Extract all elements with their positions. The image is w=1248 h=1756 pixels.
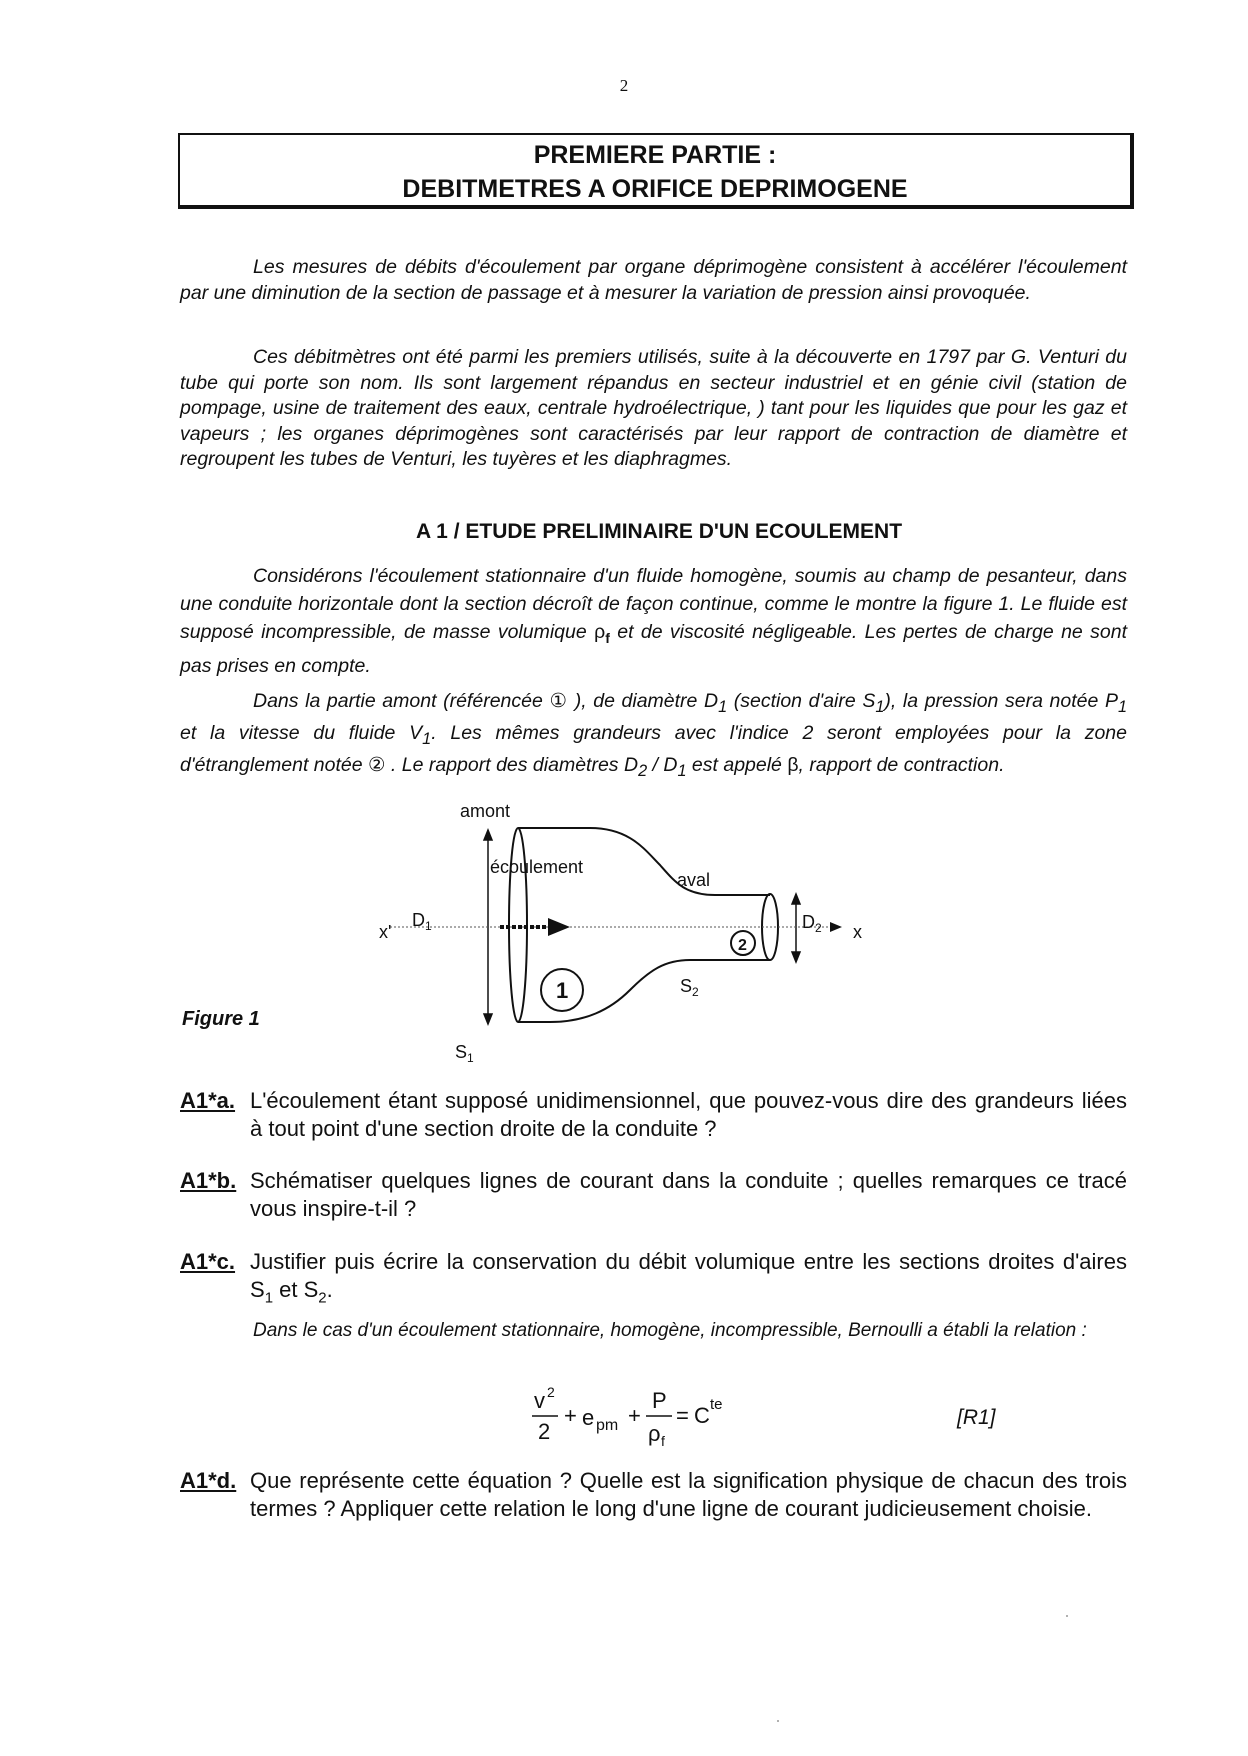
part-title-line2: DEBITMETRES A ORIFICE DEPRIMOGENE xyxy=(402,175,908,203)
zone-2-number: 2 xyxy=(738,937,747,954)
section-heading-a1: A 1 / ETUDE PRELIMINAIRE D'UN ECOULEMENT xyxy=(415,520,903,543)
question-a1c-text: Justifier puis écrire la conservation du débit volumique entre les sections droites d'aires $S_1$ et $S_2$. xyxy=(250,1249,1127,1307)
svg-text:pm: pm xyxy=(596,1417,619,1434)
svg-text:2: 2 xyxy=(538,1419,551,1444)
question-a1d xyxy=(180,1467,1127,1523)
scan-speck xyxy=(777,1720,779,1722)
part-title-line1: PREMIERE PARTIE : xyxy=(533,141,777,169)
label-aval: aval xyxy=(677,870,711,890)
svg-text:ρ: ρ xyxy=(648,1421,661,1446)
question-a1a-tag: A1*a. xyxy=(180,1088,236,1113)
question-a1b-tag: A1*b. xyxy=(180,1168,237,1193)
a1-paragraph-2: Dans la partie amont (référencée ① ), de diamètre $D_1$ (section d'aire $S_1$), la pression sera notée $P_1$ et la vitesse du fluide $V_1$. Les mêmes grandeurs avec l'indice 2 seront employées pour la zone d'étranglement notée ② . Le rapport des diamètres $D_2 / D_1$ est appelé β, rapport de contraction. xyxy=(180,690,1128,780)
svg-text:+: + xyxy=(628,1403,641,1428)
intro-paragraph-1: Les mesures de débits d'écoulement par organe déprimogène consistent à accélérer l'écoulement par une diminution de la section de passage et à mesurer la variation de pression ainsi provoquée. xyxy=(180,256,1127,304)
svg-text:P: P xyxy=(652,1388,667,1413)
bernoulli-equation xyxy=(530,1385,790,1455)
d2-dimension-arrow xyxy=(792,894,800,962)
svg-text:C: C xyxy=(694,1403,710,1428)
zone-1-number: 1 xyxy=(556,978,569,1003)
question-a1c-tag: A1*c. xyxy=(180,1249,236,1274)
label-d1: $D_1$ xyxy=(412,910,432,933)
label-amont: amont xyxy=(460,801,511,821)
svg-text:e: e xyxy=(582,1405,595,1430)
question-a1a-text: L'écoulement étant supposé unidimensionnel, que pouvez-vous dire des grandeurs liées à tout point d'une section droite de la conduite ? xyxy=(250,1088,1127,1141)
question-a1c xyxy=(180,1248,1127,1312)
label-s2: $S_2$ xyxy=(680,976,699,999)
question-a1b xyxy=(180,1167,1127,1223)
svg-text:+: + xyxy=(564,1403,577,1428)
svg-text:te: te xyxy=(710,1396,723,1413)
page-number: 2 xyxy=(619,76,629,95)
figure-caption: Figure 1 xyxy=(182,1008,260,1030)
a1-paragraph-1: Considérons l'écoulement stationnaire d'un fluide homogène, soumis au champ de pesanteur, dans une conduite horizontale dont la section décroît de façon continue, comme le montre la figure 1. Le fluide est supposé incompressible, de masse volumique $\rho_f$ et de viscosité négligeable. Les pertes de charge ne sont pas prises en compte. xyxy=(180,565,1128,677)
part-title-box xyxy=(178,133,1134,209)
label-s1: $S_1$ xyxy=(455,1042,474,1065)
intro-paragraph-2: Ces débitmètres ont été parmi les premiers utilisés, suite à la découverte en 1797 par G. Venturi du tube qui porte son nom. Ils sont largement répandus en secteur industriel et en génie civil (station de pompage, usine de traitement des eaux, centrale hydroélectrique, ) tant pour les liquides que pour les gaz et vapeurs ; les organes déprimogènes sont caractérisés par leur rapport de contraction de diamètre et regroupent les tubes de Venturi, les tuyères et les diaphragmes. xyxy=(180,346,1127,470)
svg-text:v: v xyxy=(534,1388,545,1413)
scan-speck xyxy=(1066,1615,1068,1617)
label-d2: $D_2$ xyxy=(802,912,822,935)
question-a1d-text: Que représente cette équation ? Quelle est la signification physique de chacun des trois termes ? Appliquer cette relation le long d'une ligne de courant judicieusement choisie. xyxy=(250,1468,1127,1521)
svg-text:=: = xyxy=(676,1403,689,1428)
question-a1b-text: Schématiser quelques lignes de courant dans la conduite ; quelles remarques ce tracé vous inspire-t-il ? xyxy=(250,1168,1127,1221)
question-a1a xyxy=(180,1087,1127,1143)
bernoulli-intro: Dans le cas d'un écoulement stationnaire, homogène, incompressible, Bernoulli a établi la relation : xyxy=(253,1320,1087,1341)
svg-text:f: f xyxy=(661,1433,665,1449)
venturi-figure xyxy=(360,790,900,1080)
label-x: x xyxy=(853,922,862,942)
label-ecoulement: écoulement xyxy=(490,857,584,877)
svg-text:2: 2 xyxy=(547,1385,555,1400)
equation-reference: [R1] xyxy=(957,1406,996,1429)
question-a1d-tag: A1*d. xyxy=(180,1468,237,1493)
axis-arrow xyxy=(830,922,842,932)
label-x-prime: x' xyxy=(379,922,392,942)
